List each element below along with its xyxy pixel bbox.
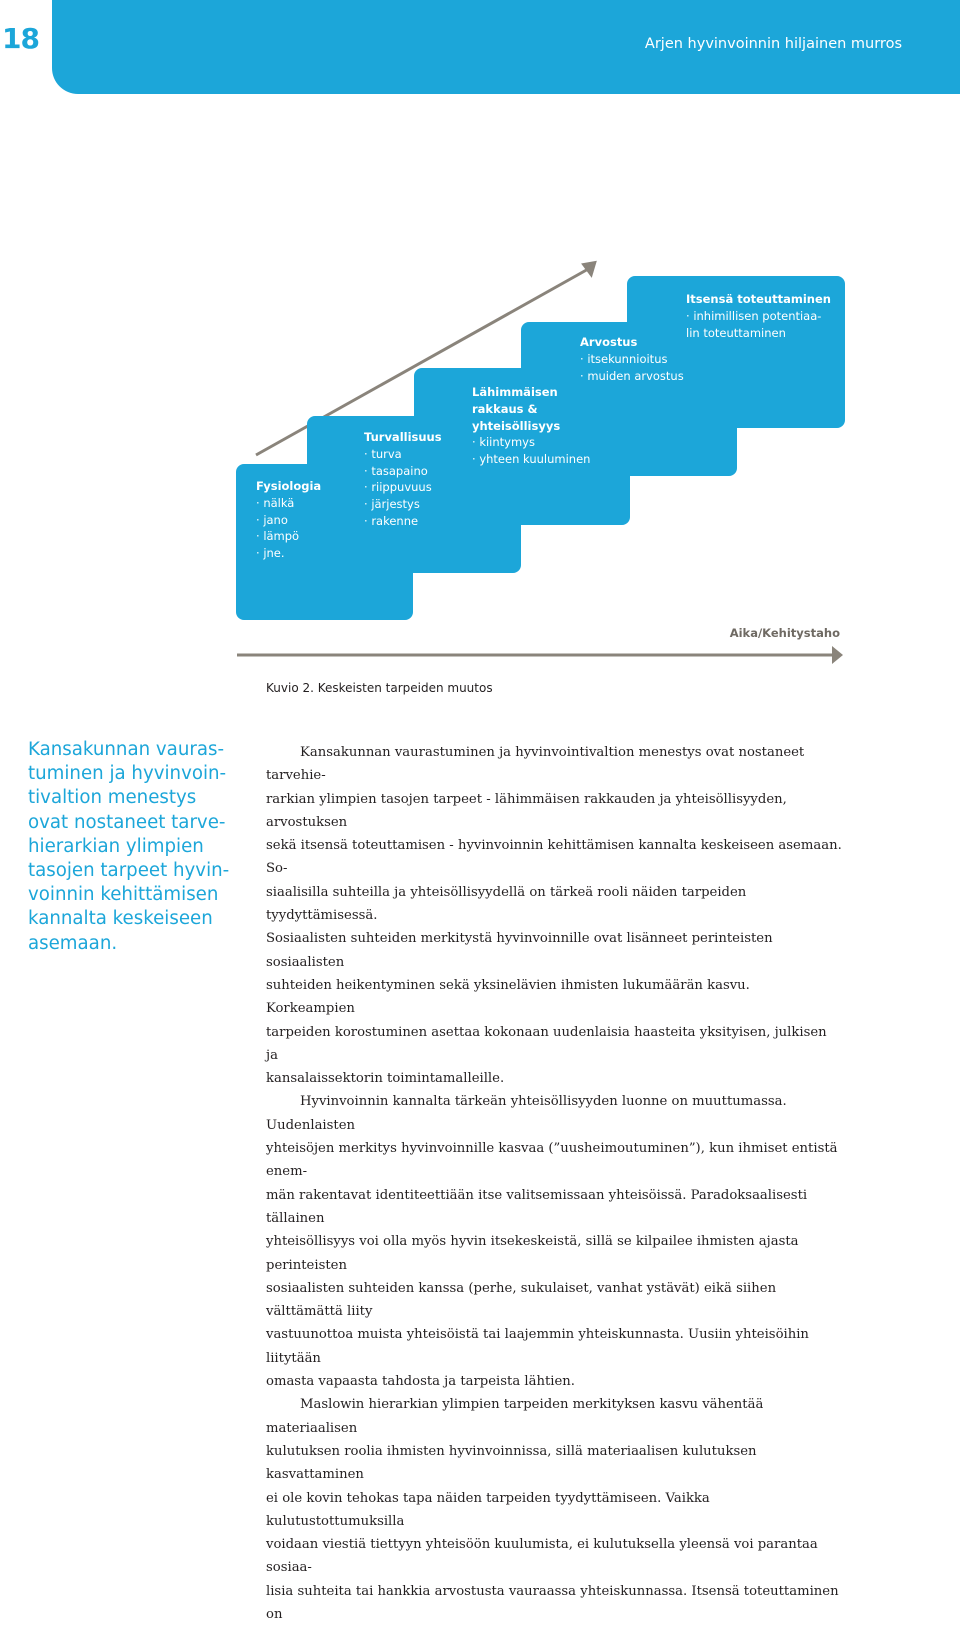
step-item: · yhteen kuuluminen — [472, 451, 590, 468]
step-item: · nälkä — [256, 495, 321, 512]
time-axis-arrowhead — [832, 646, 843, 664]
step-safety-text — [364, 429, 442, 530]
step-item: · jne. — [256, 545, 321, 562]
step-item: · jano — [256, 512, 321, 529]
running-title: Arjen hyvinvoinnin hiljainen murros — [644, 36, 902, 52]
needs-hierarchy-diagram — [0, 0, 960, 700]
step-esteem-text — [580, 334, 684, 384]
step-item: · lämpö — [256, 528, 321, 545]
figure-caption: Kuvio 2. Keskeisten tarpeiden muutos — [266, 681, 493, 695]
step-item: · muiden arvostus — [580, 368, 684, 385]
step-title: Turvallisuus — [364, 430, 442, 444]
body-text — [266, 741, 842, 1626]
step-item: · inhimillisen potentiaa- lin toteuttaminen — [686, 308, 831, 342]
step-title: Itsensä toteuttaminen — [686, 292, 831, 306]
step-item: · turva — [364, 446, 442, 463]
step-item: · itsekunnioitus — [580, 351, 684, 368]
step-title: Lähimmäisen rakkaus & yhteisöllisyys — [472, 385, 561, 433]
page-number: 18 — [2, 22, 39, 55]
step-self-actualization-text — [686, 291, 831, 341]
step-item: · kiintymys — [472, 434, 590, 451]
paragraph: Hyvinvoinnin kannalta tärkeän yhteisöllisyyden luonne on muuttumassa. Uudenlaisten yhteisöjen merkitys hyvinvoinnille kasvaa (”uusheimoutuminen”), kun ihmiset entistä enem- män rakentavat identiteettiään itse valitsemissaan yhteisöissä. Paradoksaalisesti tällainen yhteisöllisyys voi olla myös hyvin itsekeskeistä, sillä se kilpailee ihmisten ajasta perinteisten sosiaalisten suhteiden kanssa (perhe, sukulaiset, vanhat ystävät) eikä siihen välttämättä liity vastuunottoa muista yhteisöistä tai laajemmin yhteiskunnasta. Uusiin yhteisöihin liitytään omasta vapaasta tahdosta ja tarpeista lähtien. — [266, 1094, 838, 1390]
step-title: Arvostus — [580, 335, 638, 349]
step-item: · tasapaino — [364, 463, 442, 480]
pull-quote: Kansakunnan vauras- tuminen ja hyvinvoin- tivaltion menestys ovat nostaneet tarve- hierarkian ylimpien tasojen tarpeet hyvin- voinnin kehittämisen kannalta keskeiseen asemaan. — [28, 739, 230, 954]
paragraph: Kansakunnan vaurastuminen ja hyvinvointivaltion menestys ovat nostaneet tarvehie- rarkian ylimpien tasojen tarpeet - lähimmäisen rakkauden ja yhteisöllisyyden, arvostuksen sekä itsensä toteuttamisen - hyvinvoinnin kehittämisen kannalta keskeiseen asemaan. So- siaalisilla suhteilla ja yhteisöllisyydellä on tärkeä rooli näiden tarpeiden tyydyttämisessä. Sosiaalisten suhteiden merkitystä hyvinvoinnille ovat lisänneet perinteisten sosiaalisten suhteiden heikentyminen sekä yksinelävien ihmisten lukumäärän kasvu. Korkeampien tarpeiden korostuminen asettaa kokonaan uudenlaisia haasteita yksityisen, julkisen ja kansalaissektorin toimintamalleille. — [266, 745, 842, 1087]
step-item: · rakenne — [364, 513, 442, 530]
axis-label: Aika/Kehitystaho — [729, 626, 840, 640]
step-title: Fysiologia — [256, 479, 322, 493]
step-physiology-text — [256, 478, 321, 562]
step-item: · järjestys — [364, 496, 442, 513]
step-item: · riippuvuus — [364, 479, 442, 496]
paragraph: Maslowin hierarkian ylimpien tarpeiden merkityksen kasvu vähentää materiaalisen kulutuksen roolia ihmisten hyvinvoinnissa, sillä materiaalisen kulutuksen kasvattaminen ei ole kovin tehokas tapa näiden tarpeiden tyydyttämiseen. Vaikka kulutustottumuksilla voidaan viestiä tiettyyn yhteisöön kuulumista, ei kulutuksella yleensä voi parantaa sosiaa- lisia suhteita tai hankkia arvostusta vauraassa yhteiskunnassa. Itsensä toteuttaminen on — [266, 1397, 839, 1622]
step-belonging-text — [472, 384, 590, 468]
